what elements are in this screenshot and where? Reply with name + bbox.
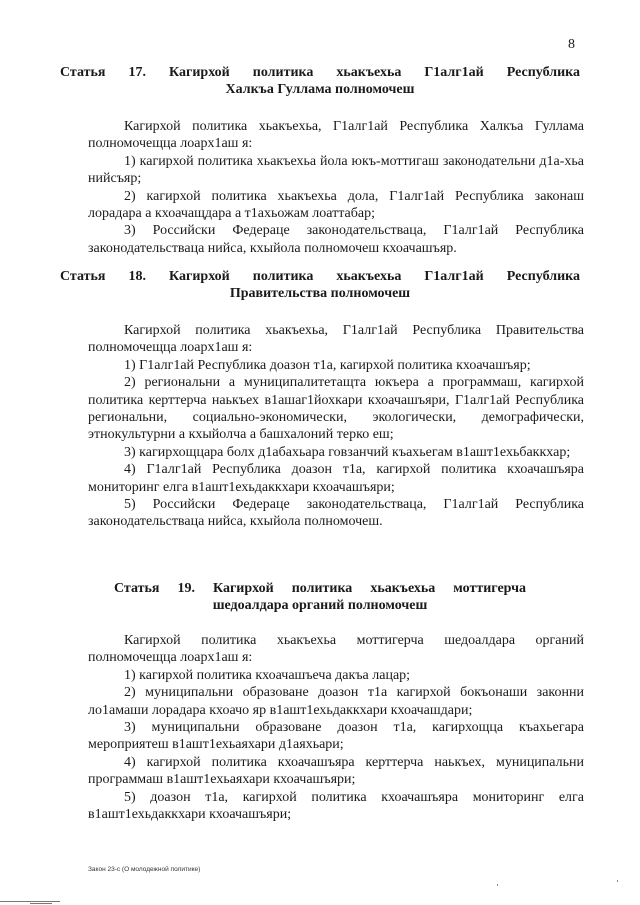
article-heading-line2: Халкъа Гуллама полномочеш (225, 82, 415, 98)
article-heading-line2: Правительства полномочеш (229, 286, 411, 302)
article-19-body (88, 632, 584, 823)
paragraph: 3) кагирхощцара болх д1абахьара говзанчий къахьегам в1ашт1ехьбаккхар; (124, 444, 571, 460)
paragraph: 1) Г1алг1ай Республика доазон т1а, кагирхой политика кхоачашъяр; (124, 357, 531, 373)
scan-artifact-dot (617, 880, 618, 882)
paragraph: 4) Г1алг1ай Республика доазон т1а, кагирхой политика кхоачашъяра мониторинг елга в1ашт1ехьдаккхари кхоачашъяри; (88, 462, 584, 495)
paragraph: 3) Российски Федераце законодательстваца, Г1алг1ай Республика законодательстваца нийса, кхыйола полномочеш кхоачашъяр. (88, 223, 584, 256)
paragraph: 3) муниципальни образоване доазон т1а, кагирхощца къахьегара мероприятеш в1ашт1ехьаяхари д1аяхьари; (88, 720, 584, 753)
paragraph: 2) кагирхой политика хьакъехьа дола, Г1алг1ай Республика законаш лорадара а кхоачащдара а т1ахьожам лоаттабар; (88, 188, 584, 222)
paragraph: 1) кагирхой политика кхоачашъеча дакъа лацар; (124, 667, 411, 683)
paragraph: 4) кагирхой политика кхоачашъяра керттерча наькъех, муниципальни программаш в1ашт1ехьаяхари кхоачашъяри; (88, 754, 584, 788)
article-heading-line1: Статья 18. Кагирхой политика хьакъехьа Г1алг1ай Республика (60, 269, 580, 284)
paragraph: Кагирхой политика хьакъехьа, Г1алг1ай Республика Правительства полномочещца лоарх1аш я: (88, 323, 584, 356)
footer-note: Закон 23-с (О молодежной политике) (88, 866, 201, 873)
paragraph: 1) кагирхой политика хьакъехьа йола юкъ-моттигаш законодательни д1а-хьа нийсъяр; (88, 153, 584, 187)
article-17-body (88, 118, 584, 257)
article-17-heading (60, 64, 580, 99)
paragraph: 2) муниципальни образоване доазон т1а кагирхой бокъонаши законни ло1амаши лорадара кхоачо яр в1ашт1ехьдаккхари кхоачашдари; (88, 685, 584, 718)
paragraph: 5) Российски Федераце законодательстваца, Г1алг1ай Республика законодательстваца нийса, кхыйола полномочеш. (88, 497, 584, 530)
article-18-body (88, 322, 584, 531)
scan-artifact-line (30, 903, 52, 904)
article-18-heading (60, 268, 580, 303)
scan-artifact-dot (497, 884, 498, 886)
paragraph: Кагирхой политика хьакъехьа, Г1алг1ай Республика Халкъа Гуллама полномочещца лоарх1аш я: (88, 119, 584, 152)
paragraph: 5) доазон т1а, кагирхой политика кхоачашъяра мониторинг елга в1ашт1ехьдаккхари кхоачашъяри; (88, 789, 584, 823)
page-number: 8 (568, 37, 575, 52)
article-heading-line2: шедоалдара органий полномочеш (212, 598, 428, 614)
article-heading-line1: Статья 19. Кагирхой политика хьакъехьа моттигерча (114, 581, 526, 596)
paragraph: 2) региональни а муниципалитетащта юкъера а программаш, кагирхой политика керттерча наькъех в1ашаг1йохкари кхоачашъяри, Г1алг1ай Республика региональни, социально-экономически, экологически, демографически, этнокультурни а кхыйолча а башхалоний терко еш; (88, 375, 584, 443)
paragraph: Кагирхой политика хьакъехьа моттигерча шедоалдара органий полномочещца лоарх1аш я: (88, 633, 584, 666)
article-heading-line1: Статья 17. Кагирхой политика хьакъехьа Г1алг1ай Республика (60, 65, 580, 80)
scan-artifact-line (0, 901, 60, 902)
article-19-heading (60, 580, 580, 615)
